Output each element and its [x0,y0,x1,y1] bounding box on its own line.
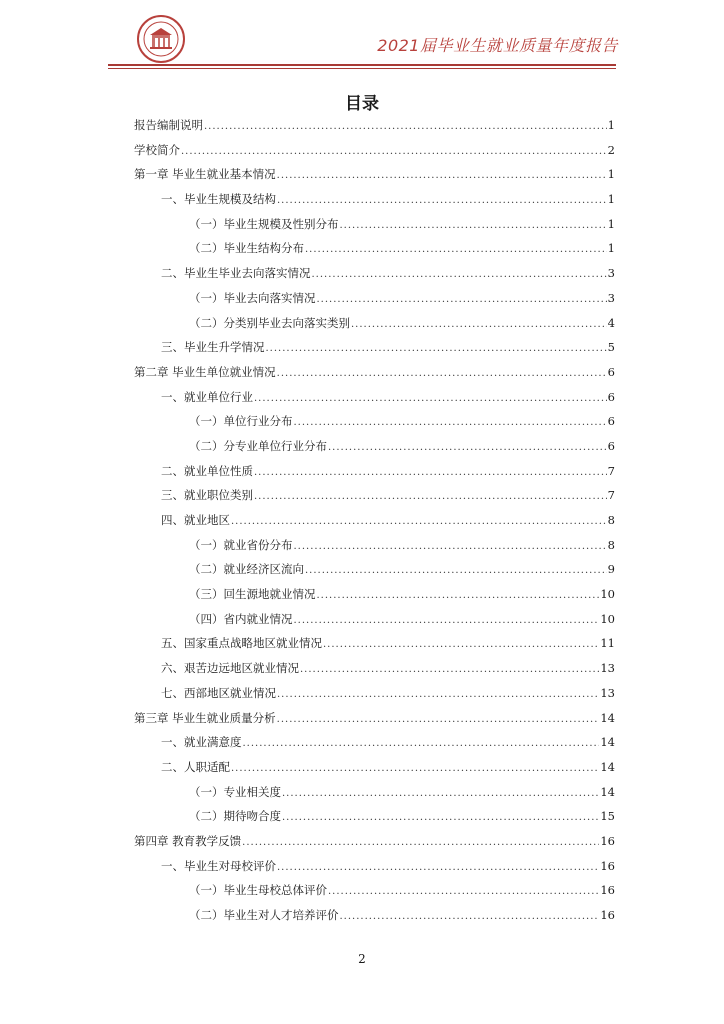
toc-entry[interactable] [134,166,615,191]
toc-title: 目录 [345,94,379,114]
toc-entry-page: 10 [600,611,615,626]
toc-entry[interactable] [134,537,615,562]
toc-leader-dots [243,738,600,749]
toc-leader-dots [254,491,607,502]
toc-entry-label: 五、国家重点战略地区就业情况 [161,636,322,651]
toc-entry[interactable] [134,710,615,735]
toc-entry[interactable] [134,882,615,907]
toc-entry[interactable] [134,759,615,784]
toc-entry[interactable] [134,635,615,660]
toc-entry-label: 一、就业单位行业 [161,389,253,404]
toc-leader-dots [317,590,600,601]
toc-entry-page: 1 [607,216,615,231]
toc-leader-dots [305,565,607,576]
toc-entry-label: 第三章 毕业生就业质量分析 [134,710,276,725]
toc-entry-page: 14 [600,710,615,725]
toc-entry-label: （一）毕业去向落实情况 [189,290,316,305]
toc-entry[interactable] [134,339,615,364]
report-header-title: 2021届毕业生就业质量年度报告 [377,36,618,55]
table-of-contents [134,117,615,932]
toc-entry-page: 7 [607,463,615,478]
toc-entry[interactable] [134,364,615,389]
toc-entry-page: 6 [607,364,615,379]
toc-entry[interactable] [134,389,615,414]
toc-entry-page: 9 [607,562,615,577]
toc-entry-label: 六、艰苦边远地区就业情况 [161,661,299,676]
toc-entry[interactable] [134,660,615,685]
toc-leader-dots [328,442,607,453]
toc-entry-label: （二）就业经济区流向 [189,562,304,577]
toc-leader-dots [277,170,607,181]
toc-entry-label: 报告编制说明 [134,118,203,132]
toc-entry[interactable] [134,784,615,809]
toc-entry-label: （一）就业省份分布 [189,537,293,552]
toc-entry-page: 6 [607,389,615,404]
toc-entry[interactable] [134,561,615,586]
toc-entry-page: 1 [607,192,615,207]
toc-entry-page: 16 [600,908,615,922]
toc-entry-label: 二、人职适配 [161,759,230,774]
toc-leader-dots [294,541,607,552]
toc-entry-label: （一）毕业生母校总体评价 [189,883,327,898]
toc-entry-page: 6 [607,438,615,453]
toc-leader-dots [340,220,607,231]
toc-entry-page: 16 [600,858,615,873]
toc-leader-dots [277,368,607,379]
toc-entry-page: 6 [607,414,615,429]
toc-leader-dots [294,417,607,428]
toc-entry-page: 11 [600,636,615,651]
toc-entry-page: 4 [607,315,615,330]
toc-entry[interactable] [134,117,615,142]
toc-leader-dots [277,714,600,725]
toc-entry[interactable] [134,907,615,932]
toc-leader-dots [254,467,607,478]
toc-entry-label: 一、就业满意度 [161,735,242,750]
toc-leader-dots [181,146,607,157]
toc-entry[interactable] [134,265,615,290]
toc-leader-dots [351,319,607,330]
toc-entry-label: 三、毕业生升学情况 [161,340,265,355]
toc-leader-dots [277,195,607,206]
toc-entry-page: 1 [607,241,615,256]
toc-entry[interactable] [134,290,615,315]
toc-entry-page: 3 [607,266,615,281]
toc-entry[interactable] [134,315,615,340]
toc-entry-label: （一）毕业生规模及性别分布 [189,216,339,231]
toc-entry-page: 13 [600,661,615,676]
toc-leader-dots [204,121,607,132]
toc-entry-label: 三、就业职位类别 [161,488,253,503]
toc-leader-dots [231,516,607,527]
toc-entry-page: 16 [600,883,615,898]
toc-entry[interactable] [134,611,615,636]
toc-entry-label: 第一章 毕业生就业基本情况 [134,167,276,182]
toc-leader-dots [254,393,607,404]
header-divider [108,64,616,66]
toc-leader-dots [323,639,599,650]
toc-leader-dots [277,862,599,873]
university-seal-icon [136,14,186,64]
page-number: 2 [358,952,366,966]
toc-entry-page: 13 [600,685,615,700]
toc-entry-label: 第四章 教育教学反馈 [134,833,242,848]
toc-entry[interactable] [134,586,615,611]
toc-entry-label: （二）期待吻合度 [189,809,281,824]
toc-entry-page: 16 [600,833,615,848]
toc-leader-dots [282,812,599,823]
toc-entry[interactable] [134,858,615,883]
toc-leader-dots [300,664,599,675]
toc-leader-dots [340,911,600,922]
toc-entry[interactable] [134,512,615,537]
toc-entry[interactable] [134,685,615,710]
toc-leader-dots [266,343,607,354]
toc-entry-page: 7 [607,488,615,503]
toc-entry-label: 七、西部地区就业情况 [161,685,276,700]
toc-entry-label: （四）省内就业情况 [189,611,293,626]
toc-entry-label: 第二章 毕业生单位就业情况 [134,364,276,379]
toc-entry-label: （二）分类别毕业去向落实类别 [189,315,350,330]
toc-entry[interactable] [134,487,615,512]
toc-entry-label: 一、毕业生对母校评价 [161,858,276,873]
toc-leader-dots [317,294,607,305]
toc-entry-page: 8 [607,537,615,552]
toc-entry-page: 14 [600,735,615,750]
toc-entry[interactable] [134,438,615,463]
toc-entry[interactable] [134,463,615,488]
toc-entry-page: 14 [600,784,615,799]
toc-entry-page: 2 [607,142,615,157]
toc-leader-dots [305,244,607,255]
toc-entry-page: 8 [607,513,615,527]
toc-entry-label: （一）单位行业分布 [189,414,293,429]
toc-entry[interactable] [134,808,615,833]
toc-entry-page: 3 [607,290,615,305]
toc-entry[interactable] [134,191,615,216]
toc-entry[interactable] [134,142,615,167]
toc-entry-label: 二、就业单位性质 [161,463,253,478]
toc-entry[interactable] [134,413,615,438]
toc-entry[interactable] [134,240,615,265]
toc-entry-page: 1 [607,167,615,182]
toc-leader-dots [312,269,607,280]
toc-entry-page: 15 [600,809,615,824]
toc-entry-label: （三）回生源地就业情况 [189,587,316,602]
toc-entry[interactable] [134,734,615,759]
header-divider-thin [108,68,616,69]
toc-leader-dots [231,763,599,774]
toc-leader-dots [328,886,599,897]
toc-entry-label: （二）分专业单位行业分布 [189,438,327,453]
toc-entry-label: 二、毕业生毕业去向落实情况 [161,266,311,281]
toc-entry-label: 学校简介 [134,142,180,157]
toc-entry-label: （一）专业相关度 [189,784,281,799]
toc-leader-dots [242,837,599,848]
toc-entry-label: 一、毕业生规模及结构 [161,192,276,207]
toc-entry[interactable] [134,833,615,858]
toc-entry-page: 10 [600,587,615,602]
toc-entry[interactable] [134,216,615,241]
toc-entry-page: 1 [607,118,615,132]
toc-entry-label: 四、就业地区 [161,513,230,527]
toc-entry-page: 5 [607,340,615,355]
toc-entry-label: （二）毕业生结构分布 [189,241,304,256]
toc-entry-page: 14 [600,759,615,774]
toc-entry-label: （二）毕业生对人才培养评价 [189,908,339,922]
toc-leader-dots [277,689,599,700]
toc-leader-dots [282,788,599,799]
toc-leader-dots [294,615,600,626]
